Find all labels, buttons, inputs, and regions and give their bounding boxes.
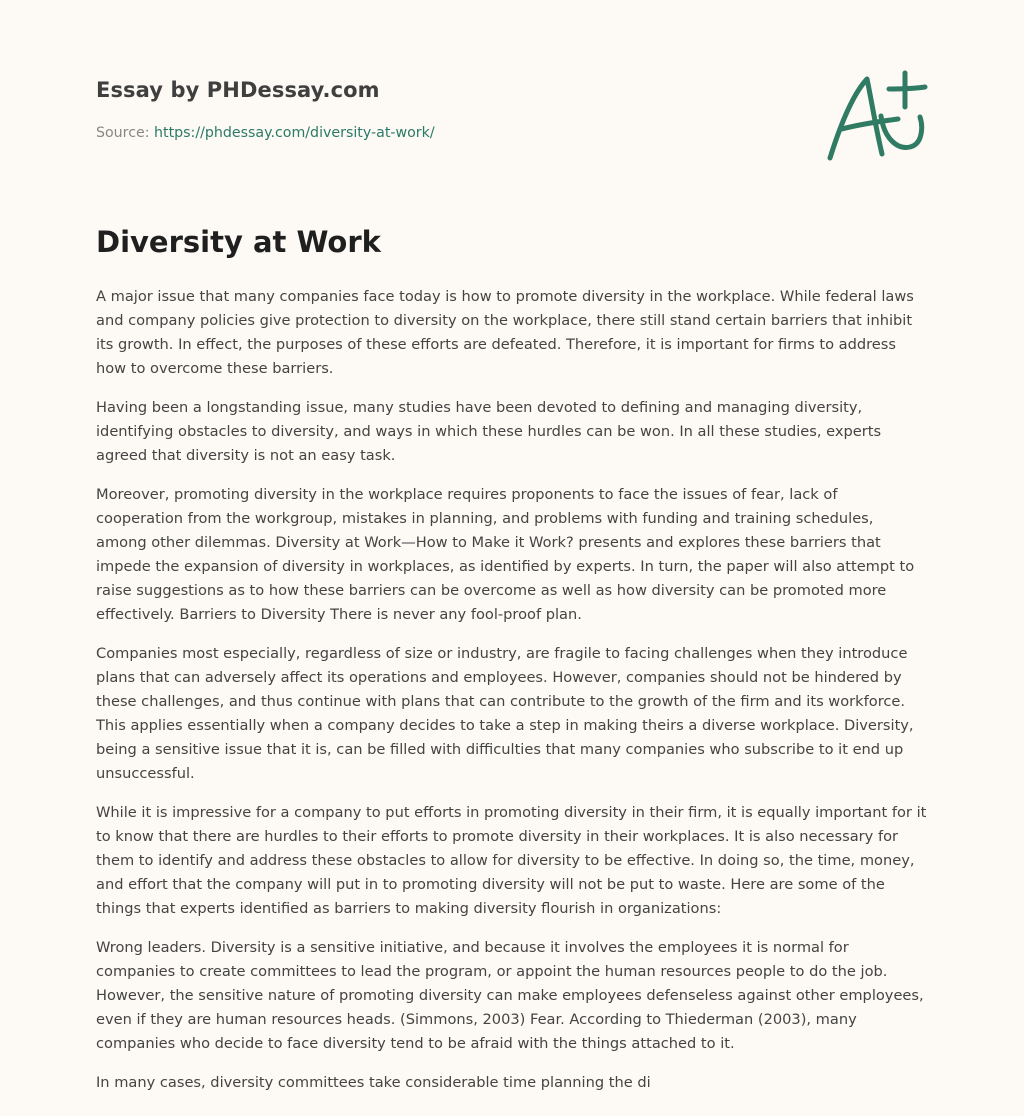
essay-paragraph: A major issue that many companies face today is how to promote diversity in the workplace. While federal laws and company policies give protection to diversity on the workplace, there still stand certain barriers that inhibit its growth. In effect, the purposes of these efforts are defeated. Therefore, it is important for firms to address how to overcome these barriers. <box>96 288 914 377</box>
essay-paragraph: Having been a longstanding issue, many studies have been devoted to defining and managing diversity, identifying obstacles to diversity, and ways in which these hurdles can be won. In all these studies, experts agreed that diversity is not an easy task. <box>96 399 882 464</box>
source-label: Source: <box>96 125 150 141</box>
essay-title: Diversity at Work <box>96 225 381 259</box>
source-link[interactable]: https://phdessay.com/diversity-at-work/ <box>154 125 435 141</box>
essay-paragraph: While it is impressive for a company to put efforts in promoting diversity in their firm, it is equally important for it to know that there are hurdles to their efforts to promote diversity in their workplaces. It is also necessary for them to identify and address these obstacles to allow for diversity to be effective. In doing so, the time, money, and effort that the company will put in to promoting diversity will not be put to waste. Here are some of the things that experts identified as barriers to making diversity flourish in organizations: <box>96 804 927 917</box>
site-header <box>96 74 928 164</box>
essay-body <box>96 285 928 1110</box>
site-brand: Essay by PHDessay.com <box>96 78 380 102</box>
essay-paragraph: Moreover, promoting diversity in the workplace requires proponents to face the issues of fear, lack of cooperation from the workgroup, mistakes in planning, and problems with funding and training schedules, among other dilemmas. Diversity at Work—How to Make it Work? presents and explores these barriers that impede the expansion of diversity in workplaces, as identified by experts. In turn, the paper will also attempt to raise suggestions as to how these barriers can be overcome as well as how diversity can be promoted more effectively. Barriers to Diversity There is never any fool-proof plan. <box>96 486 915 623</box>
source-line <box>96 125 435 141</box>
essay-paragraph: In many cases, diversity committees take considerable time planning the di <box>96 1074 651 1091</box>
essay-paragraph: Wrong leaders. Diversity is a sensitive initiative, and because it involves the employees it is normal for companies to create committees to lead the program, or appoint the human resources people to do the job. However, the sensitive nature of promoting diversity can make employees defenseless against other employees, even if they are human resources heads. (Simmons, 2003) Fear. According to Thiederman (2003), many companies who decide to face diversity tend to be afraid with the things attached to it. <box>96 939 924 1052</box>
a-plus-logo-icon <box>824 68 928 164</box>
essay-paragraph: Companies most especially, regardless of size or industry, are fragile to facing challenges when they introduce plans that can adversely affect its operations and employees. However, companies should not be hindered by these challenges, and thus continue with plans that can contribute to the growth of the firm and its workforce. This applies essentially when a company decides to take a step in making theirs a diverse workplace. Diversity, being a sensitive issue that it is, can be filled with difficulties that many companies who subscribe to it end up unsuccessful. <box>96 645 914 782</box>
essay-page <box>96 0 928 1116</box>
